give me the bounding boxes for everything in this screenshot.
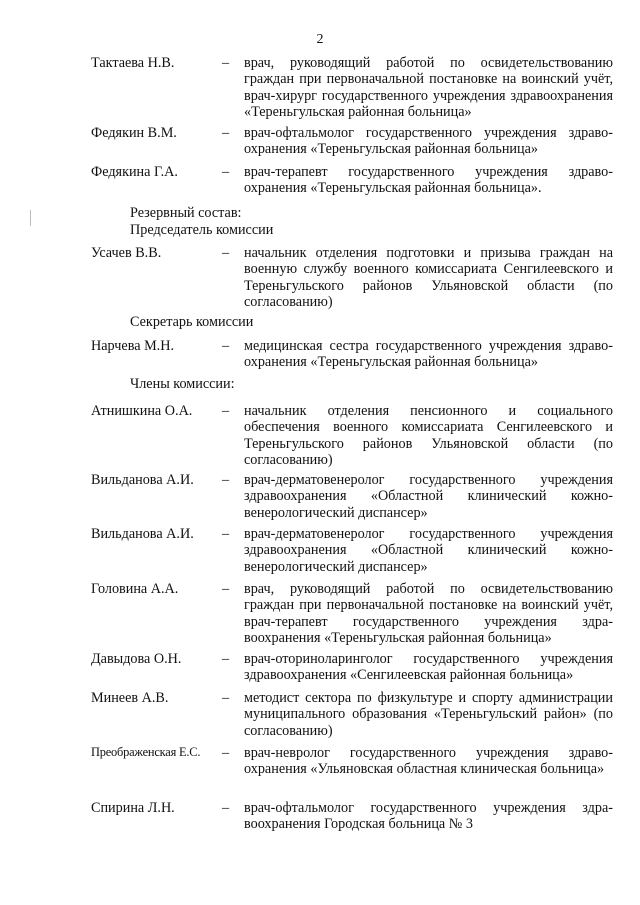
member-description: врач-оториноларинголог государственного учреждения здравоохранения «Сенгилеевская районная больница» — [244, 651, 613, 684]
secretary-heading: Секретарь комиссии — [130, 314, 254, 330]
member-name: Головина А.А. — [91, 581, 179, 597]
dash: – — [222, 245, 230, 261]
member-entry — [91, 403, 613, 468]
member-name: Минеев А.В. — [91, 690, 169, 706]
reserve-heading: Резервный состав: — [130, 205, 242, 221]
member-name: Вильданова А.И. — [91, 526, 194, 542]
member-description: врач-терапевт государственного учреждения здравоохранения «Тереньгульская районная больница». — [244, 164, 613, 197]
member-entry — [91, 164, 613, 197]
member-name: Преображенская Е.С. — [91, 745, 201, 759]
member-description: медицинская сестра государственного учреждения здравоохранения «Тереньгульская районная больница» — [244, 338, 613, 371]
dash: – — [222, 651, 230, 667]
member-entry — [91, 651, 613, 684]
dash: – — [222, 745, 230, 761]
secretary-entry — [91, 338, 613, 371]
dash: – — [222, 164, 230, 180]
members-heading: Члены комиссии: — [130, 376, 235, 392]
chairman-entry — [91, 245, 613, 310]
reserve-heading-block — [130, 205, 273, 238]
dash: – — [222, 800, 230, 816]
dash: – — [222, 581, 230, 597]
member-name: Нарчева М.Н. — [91, 338, 175, 354]
member-description: начальник отделения пенсионного и социального обеспечения военного комиссариата Сенгилеевского и Тереньгульского районов Ульяновской области (по согласованию) — [244, 403, 613, 468]
member-name: Федякин В.М. — [91, 125, 177, 141]
member-description: врач-дерматовенеролог государственного учреждения здравоохранения «Областной клинический кожновенерологический диспансер» — [244, 526, 613, 575]
dash: – — [222, 526, 230, 542]
dash: – — [222, 472, 230, 488]
member-description: врач, руководящий работой по освидетельствованию граждан при первоначальной постановке на воинский учёт, врач-хирург государственного учреждения здравоохранения «Тереньгульская районная больница» — [244, 55, 613, 120]
page-number: 2 — [316, 32, 324, 47]
member-entry — [91, 800, 613, 833]
member-name: Давыдова О.Н. — [91, 651, 182, 667]
member-entry — [91, 745, 613, 778]
member-description: врач-дерматовенеролог государственного учреждения здравоохранения «Областной клинический кожновенерологический диспансер» — [244, 472, 613, 521]
dash: – — [222, 690, 230, 706]
member-description: врач, руководящий работой по освидетельствованию граждан при первоначальной постановке на воинский учёт, врач-терапевт государственного учреждения здравоохранения «Тереньгульская районная больница» — [244, 581, 613, 646]
member-entry — [91, 581, 613, 646]
member-description: начальник отделения подготовки и призыва граждан на военную службу военного комиссариата Сенгилеевского и Тереньгульского районов Ульяновской области (по согласованию) — [244, 245, 613, 310]
dash: – — [222, 55, 230, 71]
scan-margin-mark — [30, 210, 31, 226]
member-entry — [91, 690, 613, 739]
member-entry — [91, 472, 613, 521]
member-entry — [91, 125, 613, 158]
member-name: Вильданова А.И. — [91, 472, 194, 488]
member-name: Спирина Л.Н. — [91, 800, 175, 816]
dash: – — [222, 403, 230, 419]
dash: – — [222, 125, 230, 141]
member-description: врач-офтальмолог государственного учреждения здравоохранения «Тереньгульская районная больница» — [244, 125, 613, 158]
member-entry — [91, 55, 613, 120]
member-description: методист сектора по физкультуре и спорту администрации муниципального образования «Тереньгульский район» (по согласованию) — [244, 690, 613, 739]
member-name: Усачев В.В. — [91, 245, 162, 261]
member-name: Федякина Г.А. — [91, 164, 178, 180]
member-description: врач-офтальмолог государственного учреждения здравоохранения Городская больница № 3 — [244, 800, 613, 833]
member-entry — [91, 526, 613, 575]
member-name: Тактаева Н.В. — [91, 55, 175, 71]
chairman-heading: Председатель комиссии — [130, 221, 274, 238]
dash: – — [222, 338, 230, 354]
member-name: Атнишкина О.А. — [91, 403, 193, 419]
member-description: врач-невролог государственного учреждения здравоохранения «Ульяновская областная клиническая больница» — [244, 745, 613, 778]
